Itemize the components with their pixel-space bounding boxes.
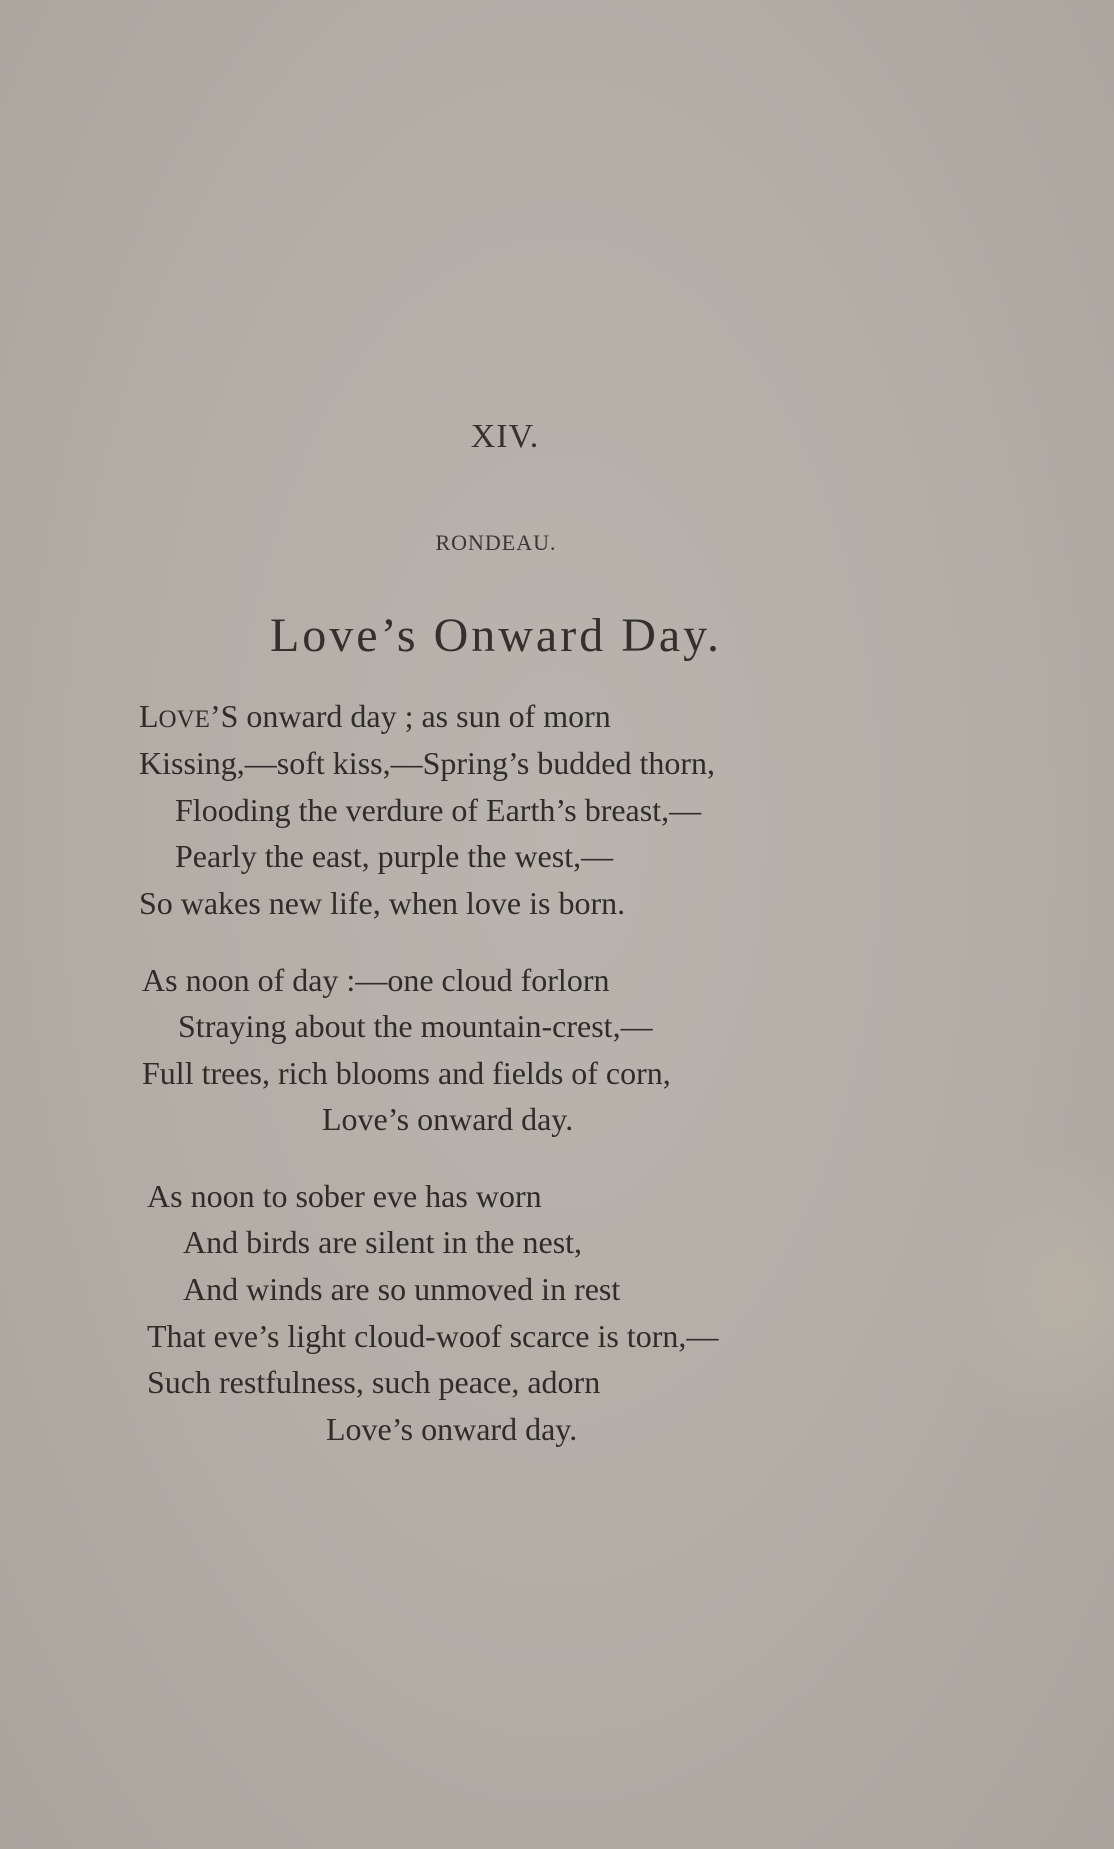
stanza-1-line-5: So wakes new life, when love is born. — [139, 885, 626, 921]
stanza-3-line-5: Such restfulness, such peace, adorn — [147, 1364, 601, 1400]
stanza-3-line-2: And birds are silent in the nest, — [183, 1224, 583, 1260]
stanza-2-line-2: Straying about the mountain-crest,— — [178, 1008, 653, 1044]
poem-number: XIV. — [470, 418, 540, 455]
stanza-3-line-1: As noon to sober eve has worn — [147, 1178, 542, 1214]
poem-form-heading: RONDEAU. — [435, 530, 557, 555]
stanza-2-refrain: Love’s onward day. — [322, 1101, 574, 1137]
stanza-3-line-4: That eve’s light cloud-woof scarce is torn,— — [147, 1318, 719, 1354]
poem-title: Love’s Onward Day. — [269, 609, 723, 662]
stanza-1-line-3: Flooding the verdure of Earth’s breast,— — [175, 792, 702, 828]
stanza-1-line-2: Kissing,—soft kiss,—Spring’s budded thorn, — [139, 745, 716, 781]
stanza-3-refrain: Love’s onward day. — [326, 1411, 578, 1447]
stanza-3-line-3: And winds are so unmoved in rest — [183, 1271, 621, 1307]
stanza-1-line-1 — [139, 696, 611, 740]
stanza-1-line-4: Pearly the east, purple the west,— — [175, 838, 614, 874]
stanza-2-line-3: Full trees, rich blooms and fields of corn, — [142, 1055, 671, 1091]
stanza-2-line-1: As noon of day :—one cloud forlorn — [142, 962, 610, 998]
drop-initial: L — [139, 698, 159, 734]
smallcaps-word: OVE — [158, 706, 210, 733]
line-rest: ’S onward day ; as sun of morn — [209, 698, 611, 734]
